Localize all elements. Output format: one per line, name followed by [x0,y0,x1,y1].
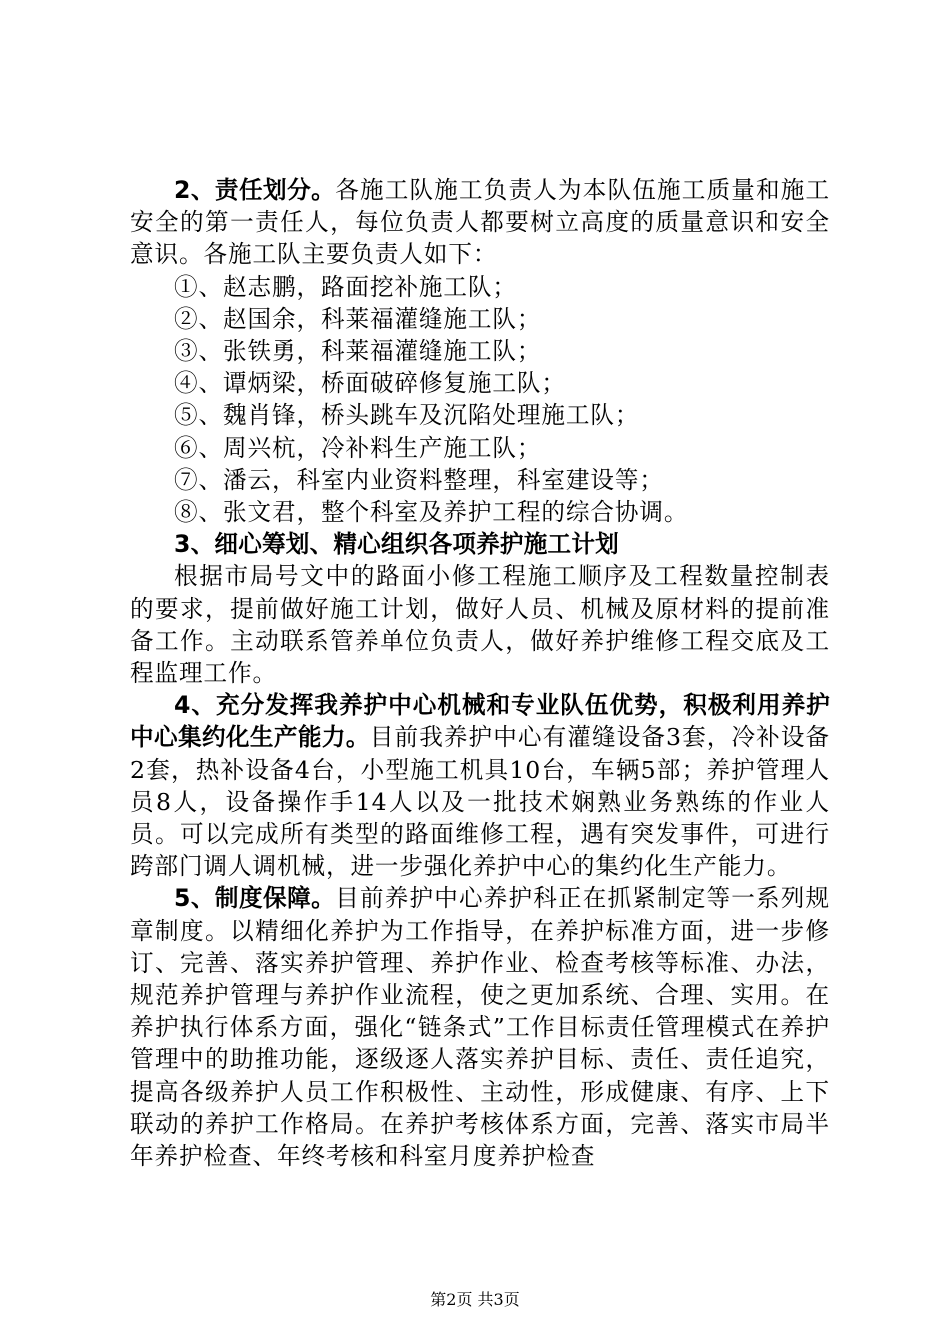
list-item: ⑤、魏肖锋，桥头跳车及沉陷处理施工队； [174,401,640,430]
section-2-paragraph [130,174,830,271]
section-2-heading: 2、责任划分。 [174,176,336,204]
list-item: ⑦、潘云，科室内业资料整理，科室建设等； [174,465,664,494]
page-footer [0,1290,950,1310]
section-3-heading-paragraph [130,528,830,560]
section-2-text: 各施工队施工负责人为本队伍施工质量和施工安全的第一责任人，每位负责人都要树立高度的质量意识和安全意识。各施工队主要负责人如下： [130,176,830,269]
section-5-paragraph [130,882,830,1172]
list-item: ⑥、周兴杭，冷补料生产施工队； [174,433,542,462]
section-5-heading: 5、制度保障。 [174,884,336,913]
list-item: ④、谭炳梁，桥面破碎修复施工队； [174,369,566,398]
section-4-heading: 4、充分发挥我养护中心机械和专业队伍优势，积极利用养护中心集约化生产能力。 [130,691,830,752]
section-5-text: 目前养护中心养护科正在抓紧制定等一系列规章制度。以精细化养护为工作指导，在养护标准方面，进一步修订、完善、落实养护管理、养护作业、检查考核等标准、办法，规范养护管理与养护作业流程，使之更加系统、合理、实用。在养护执行体系方面，强化“链条式”工作目标责任管理模式在养护管理中的助推功能，逐级逐人落实养护目标、责任、责任追究，提高各级养护人员工作积极性、主动性，形成健康、有序、上下联动的养护工作格局。在养护考核体系方面，完善、落实市局半年养护检查、年终考核和科室月度养护检查 [130,884,830,1171]
list-item: ③、张铁勇，科莱福灌缝施工队； [174,337,542,366]
section-4-paragraph [130,689,830,882]
list-item: ①、赵志鹏，路面挖补施工队； [174,272,517,301]
page-number: 第2页 共3页 [430,1290,520,1309]
list-item: ⑧、张文君，整个科室及养护工程的综合协调。 [174,498,689,527]
document-body [130,174,830,1172]
section-3-text: 根据市局号文中的路面小修工程施工顺序及工程数量控制表的要求，提前做好施工计划，做好人员、机械及原材料的提前准备工作。主动联系管养单位负责人，做好养护维修工程交底及工程监理工作。 [130,562,830,688]
section-4-text: 目前我养护中心有灌缝设备3套，冷补设备2套，热补设备4台，小型施工机具10台，车辆5部；养护管理人员8人，设备操作手14人以及一批技术娴熟业务熟练的作业人员。可以完成所有类型的路面维修工程，遇有突发事件，可进行跨部门调人调机械，进一步强化养护中心的集约化生产能力。 [130,723,831,881]
list-item: ②、赵国余，科莱福灌缝施工队； [174,304,542,333]
section-3-heading: 3、细心筹划、精心组织各项养护施工计划 [174,530,619,559]
